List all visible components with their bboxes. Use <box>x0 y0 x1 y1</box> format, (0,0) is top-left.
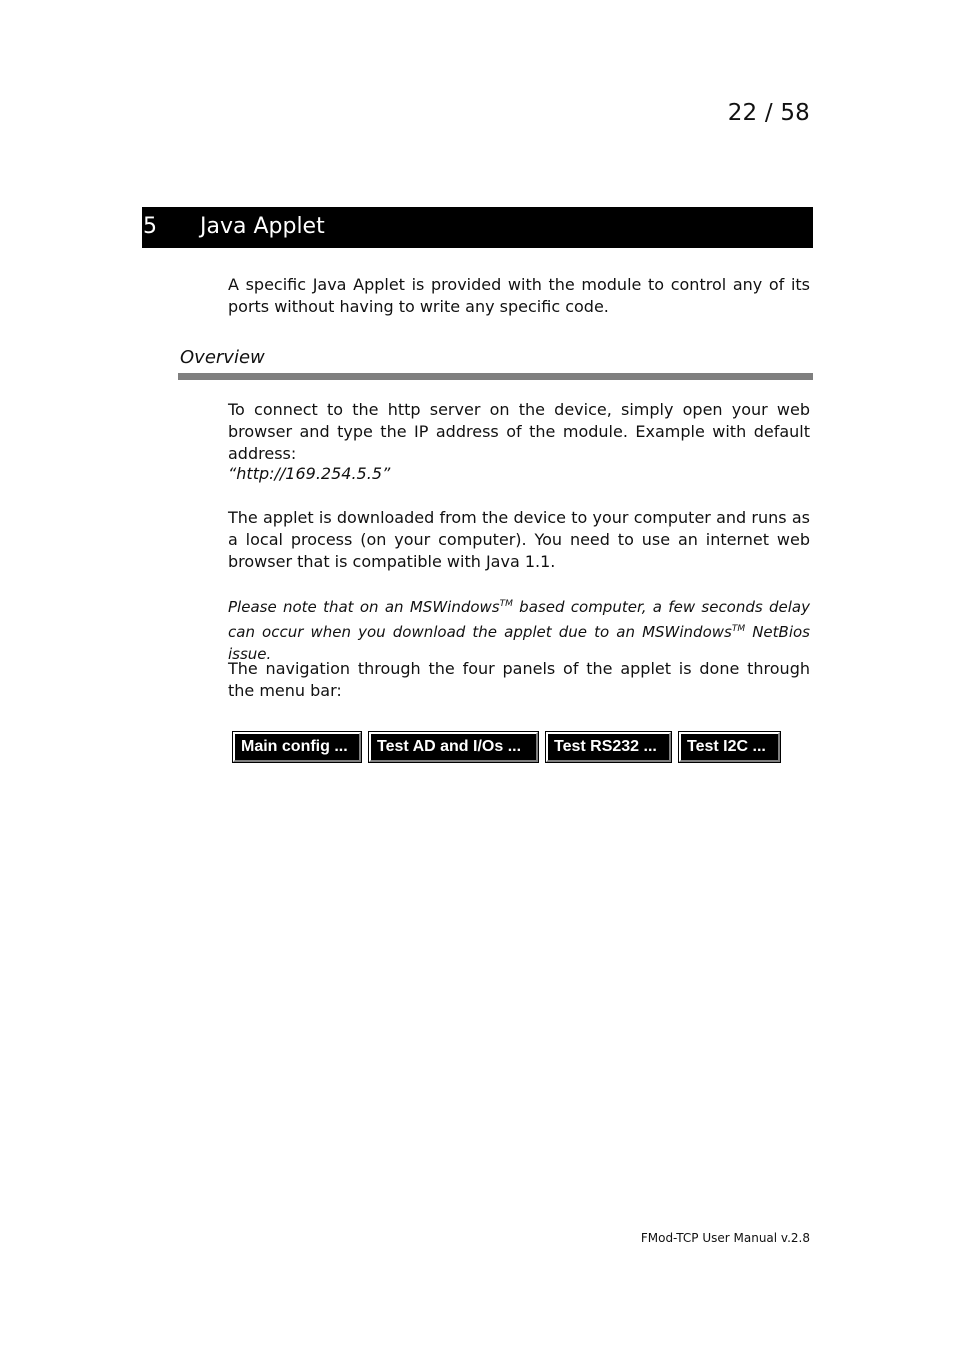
trademark-sup-1: TM <box>499 599 513 609</box>
note-text-2: based computer, a few seconds delay can occur when you download the applet due to an MSWindows <box>228 598 810 641</box>
section-divider <box>178 373 813 380</box>
chapter-title: Java Applet <box>200 214 325 239</box>
main-config-button[interactable]: Main config ... <box>233 732 361 762</box>
applet-paragraph: The applet is downloaded from the device to your computer and runs as a local process (on your computer). You need to use an internet web browser that is compatible with Java 1.1. <box>228 508 810 571</box>
page-number: 22 / 58 <box>727 100 810 126</box>
trademark-sup-2: TM <box>731 624 746 634</box>
chapter-number: 5 <box>143 214 157 239</box>
example-url: “http://169.254.5.5” <box>228 464 391 483</box>
section-title: Overview <box>180 347 265 368</box>
navigation-paragraph: The navigation through the four panels of the applet is done through the menu bar: <box>228 659 810 700</box>
windows-note <box>228 593 810 665</box>
test-i2c-button[interactable]: Test I2C ... <box>679 732 780 762</box>
applet-menu-bar <box>233 732 780 762</box>
footer-text: FMod-TCP User Manual v.2.8 <box>640 1231 810 1245</box>
test-ad-ios-button[interactable]: Test AD and I/Os ... <box>369 732 538 762</box>
note-text-1: Please note that on an MSWindows <box>228 598 500 616</box>
test-rs232-button[interactable]: Test RS232 ... <box>546 732 671 762</box>
intro-paragraph: A specific Java Applet is provided with the module to control any of its ports without having to write any specific code. <box>228 275 810 316</box>
chapter-heading-bar <box>142 207 813 248</box>
note-text-3: NetBios issue. <box>228 623 810 663</box>
connect-paragraph: To connect to the http server on the device, simply open your web browser and type the IP address of the module. Example with default address: <box>228 400 810 463</box>
